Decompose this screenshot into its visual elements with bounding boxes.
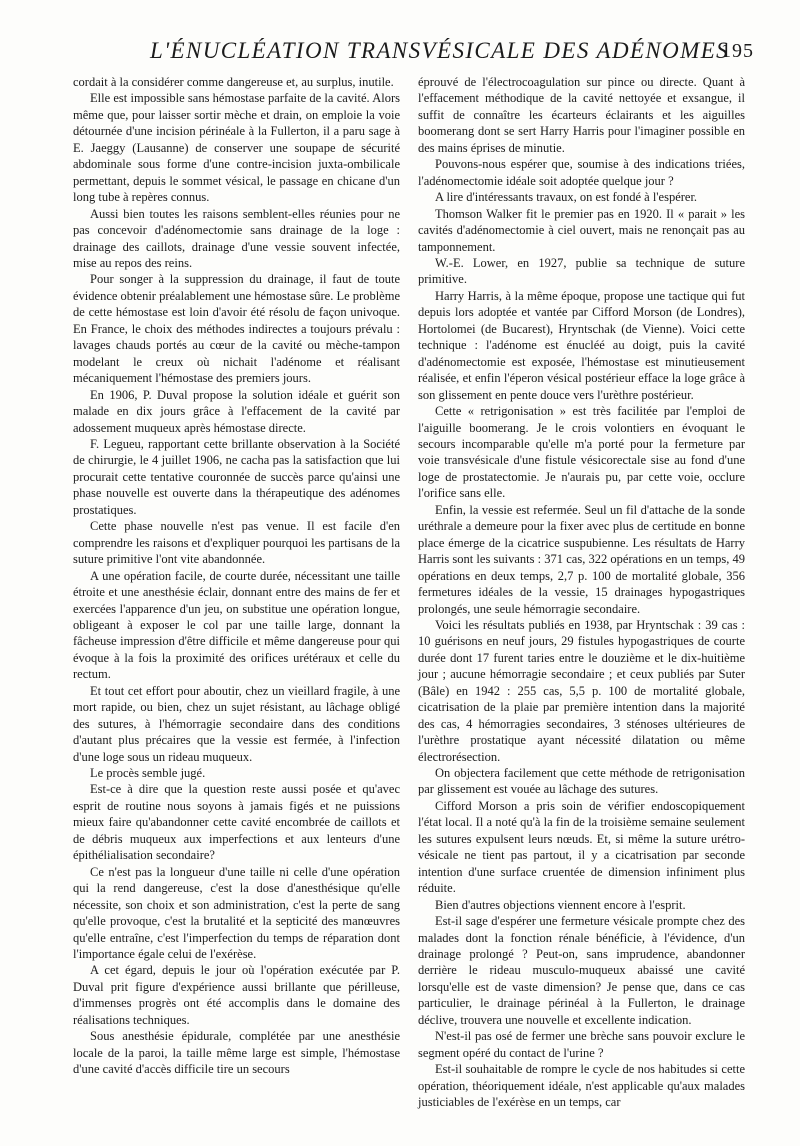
- paragraph: A une opération facile, de courte durée, nécessitant une taille étroite et une anesthésie éclair, donnant entre des mains de fer et exercées l'apparence d'un jeu, on substitue une opération longue, obligeant à exposer le col par une taille large, donnant la fâcheuse impression d'être difficile et même dangereuse pour qui évoque à la fois la proximité des orifices urétéraux et celle du rectum.: [73, 568, 400, 682]
- paragraph: On objectera facilement que cette méthode de retrigonisation par glissement est vouée au lâchage des sutures.: [418, 766, 745, 797]
- running-title: L'ÉNUCLÉATION TRANSVÉSICALE DES ADÉNOMES: [150, 38, 730, 63]
- paragraph: Enfin, la vessie est refermée. Seul un fil d'attache de la sonde uréthrale a demeure pour la fixer avec plus de certitude en bonne place émerge de la cicatrice suspubienne. Les résultats de Harry Harris sont les suivants : 371 cas, 322 opérations en un temps, 49 opérations en deux temps, 2,7 p. 100 de mortalité globale, 356 fermetures idéales de la vessie, 15 drainages hypogastriques prolongés, une seule hémorragie secondaire.: [418, 502, 745, 616]
- paragraph: W.-E. Lower, en 1927, publie sa technique de suture primitive.: [418, 255, 745, 287]
- paragraph: Voici les résultats publiés en 1938, par Hryntschak : 39 cas : 10 guérisons en neuf jours, 29 fistules hypogastriques de courte durée dont 17 furent taries entre le douzième et le dix-huitième jour ; aucune hémorragie secondaire ; et ceux publiés par Suter (Bâle) en 1942 : 255 cas, 5,5 p. 100 de mortalité globale, cicatrisation de la plaie par première intention dans la majorité des cas, 4 hémorragies secondaires, 3 sténoses ultérieures de l'urèthre prostatique ayant nécessité dilatation ou même électrorésection.: [418, 617, 745, 764]
- paragraph: Aussi bien toutes les raisons semblent-elles réunies pour ne pas concevoir d'adénomectomie sans drainage de la loge : drainage des caillots, drainage d'une vessie souvent infectée, mise au repos des reins.: [73, 206, 400, 270]
- paragraph: N'est-il pas osé de fermer une brèche sans pouvoir exclure le segment opéré du contact de l'urine ?: [418, 1029, 745, 1060]
- paragraph: F. Legueu, rapportant cette brillante observation à la Société de chirurgie, le 4 juillet 1906, ne cacha pas la satisfaction que lui procurait cette tentative couronnée de succès parce qu'ainsi une phase nouvelle est ouverte dans la thérapeutique des adénomes prostatiques.: [73, 436, 400, 517]
- left-column: [73, 74, 400, 1114]
- paragraph: Ce n'est pas la longueur d'une taille ni celle d'une opération qui la rend dangereuse, c'est la dose d'anesthésique qu'elle nécessite, son choix et son administration, c'est la perte de sang qu'elle provoque, c'est la brutalité et la septicité des manœuvres qu'elle entraîne, c'est l'imperfection du temps de réparation dont l'importance égale celui de l'exérèse.: [73, 864, 400, 962]
- paragraph: cordait à la considérer comme dangereuse et, au surplus, inutile.: [73, 75, 394, 89]
- paragraph: Le procès semble jugé.: [90, 766, 206, 781]
- paragraph: A lire d'intéressants travaux, on est fondé à l'espérer.: [435, 190, 698, 205]
- paragraph: Pouvons-nous espérer que, soumise à des indications triées, l'adénomectomie idéale soit adoptée quelque jour ?: [418, 157, 745, 188]
- paragraph: Est-il souhaitable de rompre le cycle de nos habitudes si cette opération, théoriquement idéale, n'est applicable qu'aux malades justiciables de l'exérèse en un temps, car: [418, 1062, 745, 1110]
- paragraph: Cette « retrigonisation » est très facilitée par l'emploi de l'aiguille boomerang. Je le crois volontiers en évoquant le secours incomparable qu'elle m'a porté pour la fermeture par voie transvésicale d'une fistule vésicorectale sise au fond d'une loge de prostatectomie. Je n'aurais pu, par cette voie, occlure l'orifice sans elle.: [418, 404, 745, 501]
- paragraph: Cifford Morson a pris soin de vérifier endoscopiquement l'état local. Il a noté qu'à la fin de la troisième semaine seulement les sutures expulsent leurs nœuds. Et, si même la suture urétro-vésicale ne tient pas partout, il y a cicatrisation par seconde intention d'une surface cruentée de dimension infiniment plus réduite.: [418, 798, 745, 896]
- paragraph: Est-ce à dire que la question reste aussi posée et qu'avec esprit de routine nous soyons à jamais figés et ne puissions mieux faire qu'abandonner cette cavité encombrée de caillots et de débris muqueux aux imperfections et aux lenteurs d'une épithélialisation secondaire?: [73, 782, 400, 863]
- text-columns: [73, 74, 745, 1114]
- paragraph: Est-il sage d'espérer une fermeture vésicale prompte chez des malades dont la fonction rénale bénéficie, à l'évidence, d'un drainage prolongé ? Peut-on, sans imprudence, abandonner derrière le rideau musculo-muqueux abaissé une cavité lorsqu'elle est de vaste dimension? Je pense que, dans ce cas particulier, le drainage périnéal à la Fullerton, le drainage déclive, trouvera une nouvelle et excellente indication.: [418, 914, 745, 1027]
- paragraph: Pour songer à la suppression du drainage, il faut de toute évidence obtenir préalablement une hémostase sûre. Le problème de cette hémostase est loin d'avoir été résolu de façon univoque. En France, le choix des méthodes indirectes a toujours prévalu : lavages chauds portés au cœur de la cavité ou mèche-tampon modelant le creux où nichait l'adénome et réalisant mécaniquement l'hémostase des premiers jours.: [73, 272, 400, 386]
- running-head: [108, 38, 754, 78]
- paragraph: éprouvé de l'électrocoagulation sur pince ou directe. Quant à l'effacement méthodique de la cavité nettoyée et exsangue, il suffit de connaître les écarteurs éclairants et les aiguilles boomerang dont se sert Harry Harris pour l'imaginer possible en des mains éprises de minutie.: [418, 75, 745, 155]
- paragraph: Et tout cet effort pour aboutir, chez un vieillard fragile, à une mort rapide, ou bien, chez un sujet résistant, au lâchage obligé des sutures, à l'hémorragie secondaire dans des conditions d'autant plus précaires que la vessie est fermée, à l'infection d'une loge sous un rideau muqueux.: [73, 683, 400, 764]
- paragraph: Thomson Walker fit le premier pas en 1920. Il « parait » les cavités d'adénomectomie à ciel ouvert, mais ne renonçait pas au tamponnement.: [418, 206, 745, 254]
- paragraph: Sous anesthésie épidurale, complétée par une anesthésie locale de la paroi, la taille même large est simple, l'hémostase d'une cavité d'accès difficile tire un secours: [73, 1029, 400, 1077]
- paragraph: A cet égard, depuis le jour où l'opération exécutée par P. Duval prit figure d'expérience aussi brillante que périlleuse, d'immenses progrès ont été accomplis dans le domaine des réalisations techniques.: [73, 963, 400, 1027]
- page-number: 195: [721, 40, 754, 62]
- right-column: [418, 74, 745, 1114]
- paragraph: Harry Harris, à la même époque, propose une tactique qui fut depuis lors adoptée et vantée par Cifford Morson (de Londres), Hortolomei (de Bucarest), Hryntschak (de Vienne). Voici cette technique : l'adénome est énucléé au doigt, puis la cavité d'adénomectomie est exposée, l'hémostase est minutieusement réalisée, et enfin l'éperon vésical postérieur efface la loge grâce à son glissement en pente douce vers l'urèthre postérieur.: [418, 288, 745, 402]
- paragraph: En 1906, P. Duval propose la solution idéale et guérit son malade en dix jours grâce à l'effacement de la cavité par adossement muqueux après hémostase directe.: [73, 387, 400, 435]
- paragraph: Elle est impossible sans hémostase parfaite de la cavité. Alors même que, pour laisser sortir mèche et drain, on emploie la voie détournée d'une incision périnéale à la Fullerton, il a paru sage à E. Jaeggy (Lausanne) de conserver une soupape de sécurité abdominale sous forme d'une contre-incision juxta-ombilicale permettant, depuis le sommet vésical, le passage en chicane d'un long tube à repères connus.: [73, 91, 400, 205]
- paragraph: Bien d'autres objections viennent encore à l'esprit.: [435, 897, 686, 912]
- paragraph: Cette phase nouvelle n'est pas venue. Il est facile d'en comprendre les raisons et d'expliquer pourquoi les partisans de la suture primitive l'ont vite abandonnée.: [73, 519, 400, 567]
